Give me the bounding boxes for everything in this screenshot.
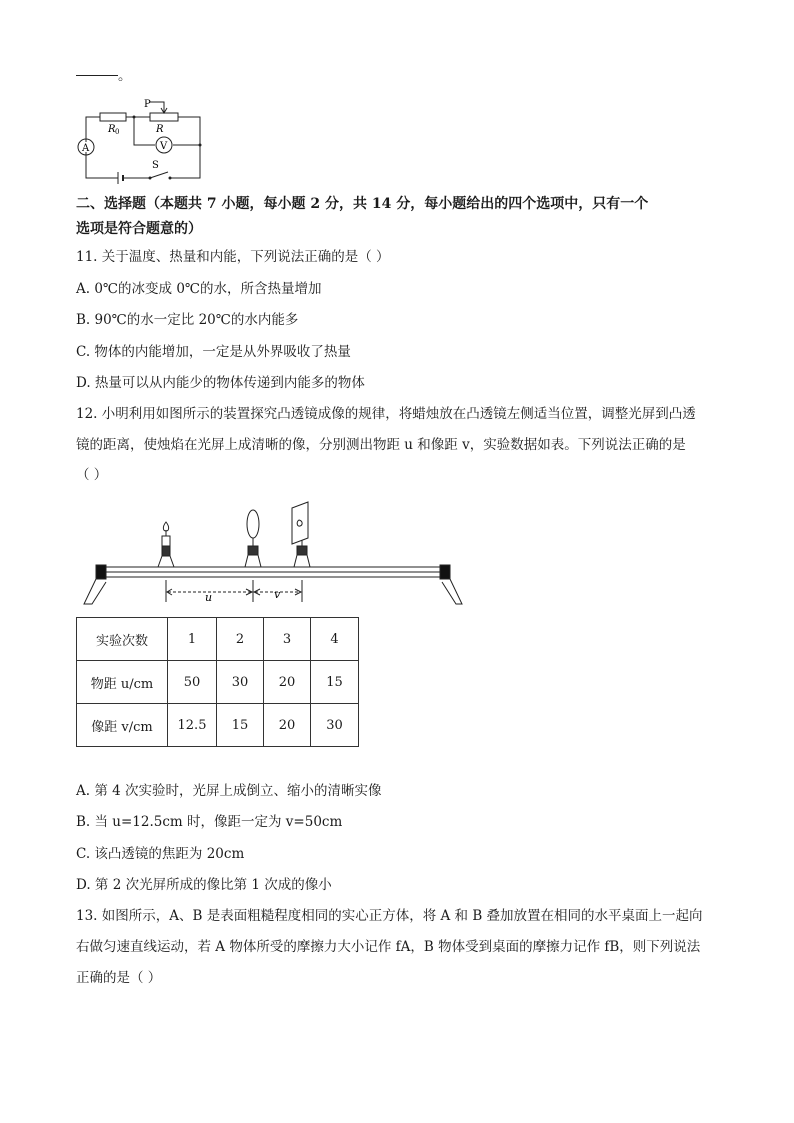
table-cell: 2: [217, 618, 264, 661]
label-a: A: [82, 143, 90, 154]
q12-stem-line2: 镜的距离，使烛焰在光屏上成清晰的像，分别测出物距 u 和像距 v，实验数据如表。下列说法正确的是: [76, 437, 686, 453]
optical-bench-diagram: [76, 500, 471, 612]
q11-option-d: D. 热量可以从内能少的物体传递到内能多的物体: [76, 375, 365, 391]
q13-stem-line2: 右做匀速直线运动，若 A 物体所受的摩擦力大小记作 fA，B 物体受到桌面的摩擦力记作 fB，则下列说法: [76, 939, 701, 955]
q11-option-b: B. 90℃的水一定比 20℃的水内能多: [76, 312, 299, 328]
q12-option-c: C. 该凸透镜的焦距为 20cm: [76, 846, 245, 862]
table-row: [77, 704, 359, 747]
table-cell: 3: [264, 618, 311, 661]
label-s: S: [152, 160, 159, 171]
q13-stem-line1: 13. 如图所示，A、B 是表面粗糙程度相同的实心正方体，将 A 和 B 叠加放置在相同的水平桌面上一起向: [76, 908, 703, 924]
label-v: V: [160, 141, 168, 152]
answer-blank: [76, 61, 118, 76]
label-v: v: [274, 588, 281, 601]
table-cell: 4: [311, 618, 359, 661]
section-title-line2: 选项是符合题意的）: [76, 221, 202, 237]
label-u: u: [205, 591, 213, 604]
rheostat-r: [150, 113, 178, 121]
blank-tail: 。: [118, 68, 132, 84]
table-cell: 20: [264, 704, 311, 747]
q12-stem-line1: 12. 小明利用如图所示的装置探究凸透镜成像的规律，将蜡烛放在凸透镜左侧适当位置，调整光屏到凸透: [76, 406, 696, 422]
circuit-diagram: [70, 90, 210, 190]
label-r0-sub: 0: [115, 128, 120, 136]
experiment-table: [76, 617, 359, 747]
table-cell: 1: [168, 618, 217, 661]
q11-option-a: A. 0℃的冰变成 0℃的水，所含热量增加: [76, 281, 322, 297]
q12-option-a: A. 第 4 次实验时，光屏上成倒立、缩小的清晰实像: [76, 783, 382, 799]
table-row: [77, 661, 359, 704]
section-title-line1: 二、选择题（本题共 7 小题，每小题 2 分，共 14 分，每小题给出的四个选项中，只有一个: [76, 196, 649, 212]
row-header: 像距 v/cm: [77, 704, 168, 747]
q13-stem-line3: 正确的是（ ）: [76, 970, 162, 986]
table-row: [77, 618, 359, 661]
resistor-r0: [100, 113, 126, 121]
table-cell: 30: [217, 661, 264, 704]
q11-stem: 11. 关于温度、热量和内能，下列说法正确的是（ ）: [76, 249, 390, 265]
table-cell: 12.5: [168, 704, 217, 747]
q12-option-b: B. 当 u=12.5cm 时，像距一定为 v=50cm: [76, 814, 343, 830]
table-cell: 15: [217, 704, 264, 747]
table-cell: 30: [311, 704, 359, 747]
label-r: R: [156, 124, 164, 135]
q11-option-c: C. 物体的内能增加，一定是从外界吸收了热量: [76, 344, 351, 360]
label-r0: R: [108, 124, 116, 135]
label-p: P: [144, 99, 151, 110]
table-cell: 15: [311, 661, 359, 704]
table-cell: 20: [264, 661, 311, 704]
row-header: 实验次数: [77, 618, 168, 661]
row-header: 物距 u/cm: [77, 661, 168, 704]
q12-stem-line3: （ ）: [76, 467, 108, 483]
q12-option-d: D. 第 2 次光屏所成的像比第 1 次成的像小: [76, 877, 332, 893]
table-cell: 50: [168, 661, 217, 704]
